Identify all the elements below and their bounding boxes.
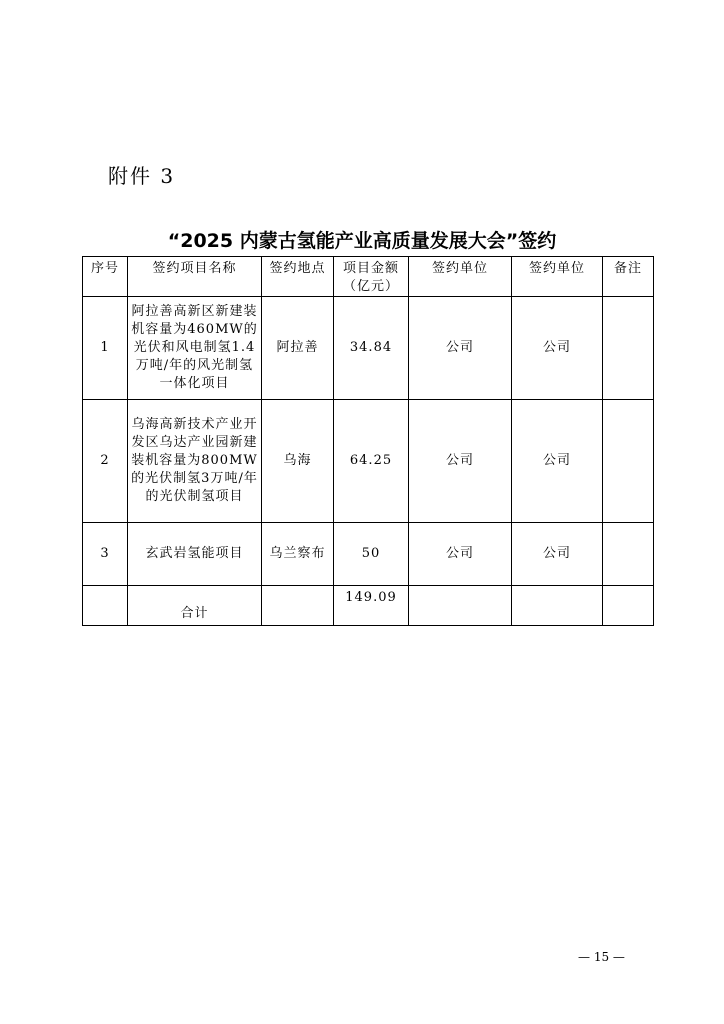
page-number: — 15 — [578,950,625,964]
cell-project-name: 乌海高新技术产业开发区乌达产业园新建装机容量为800MW的光伏制氢3万吨/年的光伏制氢项目 [128,400,262,523]
cell-party-b: 公司 [512,523,603,586]
header-cell: 签约地点 [262,257,334,297]
table-row [83,297,654,400]
cell-empty [262,586,334,626]
cell-empty [409,586,512,626]
cell-amount: 64.25 [334,400,409,523]
cell-location: 阿拉善 [262,297,334,400]
cell-location: 乌兰察布 [262,523,334,586]
header-cell: 签约单位 [512,257,603,297]
cell-note [603,297,654,400]
header-cell: 签约项目名称 [128,257,262,297]
cell-amount: 34.84 [334,297,409,400]
total-label: 合计 [128,586,262,626]
table-row [83,523,654,586]
cell-empty [603,586,654,626]
cell-amount: 50 [334,523,409,586]
cell-party-a: 公司 [409,400,512,523]
table-header-row [83,257,654,297]
cell-empty [83,586,128,626]
cell-note [603,523,654,586]
table-row [83,400,654,523]
cell-no: 1 [83,297,128,400]
cell-party-b: 公司 [512,297,603,400]
cell-empty [512,586,603,626]
header-cell: 签约单位 [409,257,512,297]
header-cell: 序号 [83,257,128,297]
cell-location: 乌海 [262,400,334,523]
total-amount: 149.09 [334,586,409,626]
attachment-label: 附件 3 [108,164,176,188]
document-title: “2025 内蒙古氢能产业高质量发展大会”签约 [167,230,557,252]
cell-note [603,400,654,523]
cell-party-a: 公司 [409,523,512,586]
header-cell: 备注 [603,257,654,297]
cell-no: 3 [83,523,128,586]
header-cell: 项目金额（亿元） [334,257,409,297]
table-total-row [83,586,654,626]
cell-project-name: 玄武岩氢能项目 [128,523,262,586]
cell-party-b: 公司 [512,400,603,523]
cell-project-name: 阿拉善高新区新建装机容量为460MW的光伏和风电制氢1.4万吨/年的风光制氢一体化项目 [128,297,262,400]
cell-no: 2 [83,400,128,523]
signing-table [82,256,654,626]
cell-party-a: 公司 [409,297,512,400]
